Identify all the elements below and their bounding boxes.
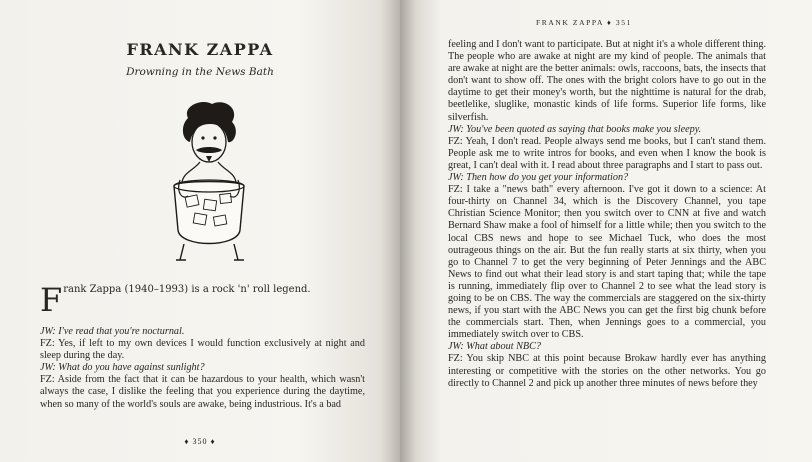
running-head: FRANK ZAPPA ♦ 351 [536, 18, 632, 27]
chapter-title: FRANK ZAPPA [126, 40, 274, 59]
question-paragraph: JW: You've been quoted as saying that books make you sleepy. [448, 123, 702, 135]
answer-paragraph: feeling and I don't want to participate. But at night it's a whole different thing. The people who are awake at night are my kind of people. The animals that are awake at night are the better animals: owls, raccoons, bats, the insects that don't want to show off. The ones with the bright colors have to go out in the daytime to get their money's worth, but the nighttime is natural for the drab, beetlelike, sluglike, monastic kinds of life forms. Superior life forms, like silverfish. [448, 39, 766, 123]
opening-paragraph [40, 281, 370, 319]
drop-cap: F [40, 281, 63, 319]
left-page [0, 0, 400, 462]
question-paragraph: JW: What do you have against sunlight? [40, 362, 205, 374]
question-paragraph: JW: Then how do you get your information? [448, 172, 629, 184]
chapter-subtitle: Drowning in the News Bath [126, 66, 274, 78]
left-body-text [40, 326, 365, 411]
opening-text: rank Zappa (1940–1993) is a rock 'n' roll legend. [63, 284, 311, 295]
caricature-illustration [154, 100, 264, 280]
answer-paragraph: FZ: Aside from the fact that it can be hazardous to your health, which wasn't always the case, I dislike the feeling that you experience during the daytime, when so many of the world's souls are awake, being industrious. It's a bad [40, 374, 365, 410]
right-page [400, 0, 812, 462]
answer-paragraph: FZ: You skip NBC at this point because Brokaw hardly ever has anything interesting or competitive with the stories on the other networks. You go directly to Channel 2 and pick up another three minutes of news before they [448, 353, 766, 389]
answer-paragraph: FZ: Yes, if left to my own devices I would function exclusively at night and sleep during the day. [40, 338, 365, 362]
question-paragraph: JW: I've read that you're nocturnal. [40, 326, 185, 337]
page-number-left: ♦ 350 ♦ [184, 437, 216, 446]
answer-paragraph: FZ: I take a "news bath" every afternoon. I've got it down to a science: At four-thirty on Channel 34, which is the Discovery Channel, you tape Christian Science Monitor; then you switch over to CNN at five and watch Bernard Shaw make a fool of himself for a little while; then you switch to the local CBS news and hope to see Michael Tuck, who does the most outrageous things on the air. But the fun really starts at six thirty, when you go to Channel 7 to get the very beginning of Peter Jennings and the ABC News to find out what their lead story is and start taping that; while the tape is running, immediately flip over to Channel 2 to see what the lead story is going to be on CBS. The way the commercials are staggered on the six-thirty news, if you start with the ABC News you can get the first big chunk before the commercials start. Then, when Jennings goes to a commercial, you immediately switch over to CBS. [448, 184, 766, 341]
right-body-text [448, 39, 766, 390]
answer-paragraph: FZ: Yeah, I don't read. People always send me books, but I can't stand them. People ask me to write intros for books, and even when I know the book is great, I can't deal with it. I read about three paragraphs and I start to pass out. [448, 135, 766, 171]
question-paragraph: JW: What about NBC? [448, 341, 541, 353]
